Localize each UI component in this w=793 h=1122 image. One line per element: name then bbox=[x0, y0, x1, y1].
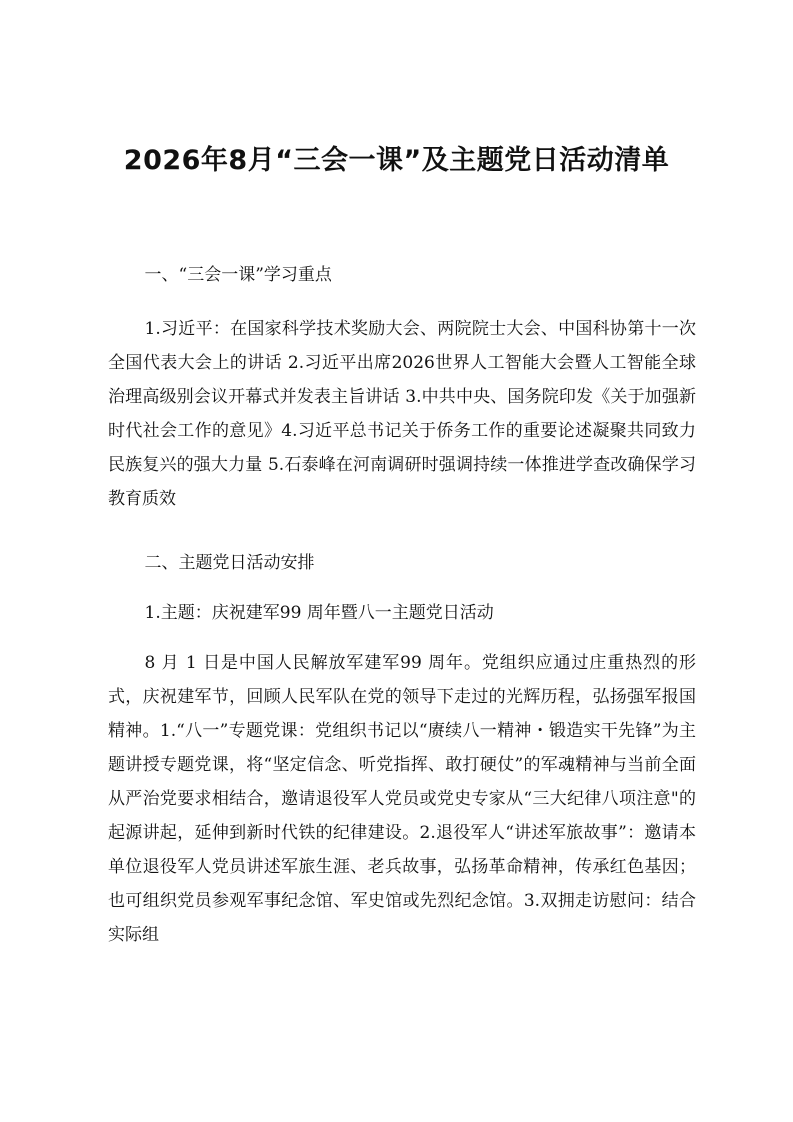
document-title: 2026年8月“三会一课”及主题党日活动清单 bbox=[123, 145, 670, 176]
study-focus-paragraph: 1.习近平：在国家科学技术奖励大会、两院院士大会、中国科协第十一次全国代表大会上的讲话 2.习近平出席2026世界人工智能大会暨人工智能全球治理高级别会议开幕式并发表主旨讲话 3.中共中央、国务院印发《关于加强新时代社会工作的意见》4.习近平总书记关于侨务工作的重要论述凝聚共同致力民族复兴的强大力量 5.石泰峰在河南调研时强调持续一体推进学查改确保学习教育质效 bbox=[108, 319, 696, 509]
section-heading-activity-arrangement: 二、主题党日活动安排 bbox=[144, 553, 315, 573]
activity-description-paragraph: 8 月 1 日是中国人民解放军建军99 周年。党组织应通过庄重热烈的形式，庆祝建军节，回顾人民军队在党的领导下走过的光辉历程，弘扬强军报国精神。1.“八一”专题党课：党组织书记以“赓续八一精神・锻造实干先锋”为主题讲授专题党课，将“坚定信念、听党指挥、敢打硬仗”的军魂精神与当前全面从严治党要求相结合，邀请退役军人党员或党史专家从“三大纪律八项注意"的起源讲起，延伸到新时代铁的纪律建设。2.退役军人“讲述军旅故事”：邀请本单位退役军人党员讲述军旅生涯、老兵故事，弘扬革命精神，传承红色基因；也可组织党员参观军事纪念馆、军史馆或先烈纪念馆。3.双拥走访慰问：结合实际组 bbox=[108, 653, 696, 945]
activity-topic: 1.主题：庆祝建军99 周年暨八一主题党日活动 bbox=[144, 603, 494, 623]
section-heading-study-focus: 一、“三会一课”学习重点 bbox=[144, 265, 332, 285]
